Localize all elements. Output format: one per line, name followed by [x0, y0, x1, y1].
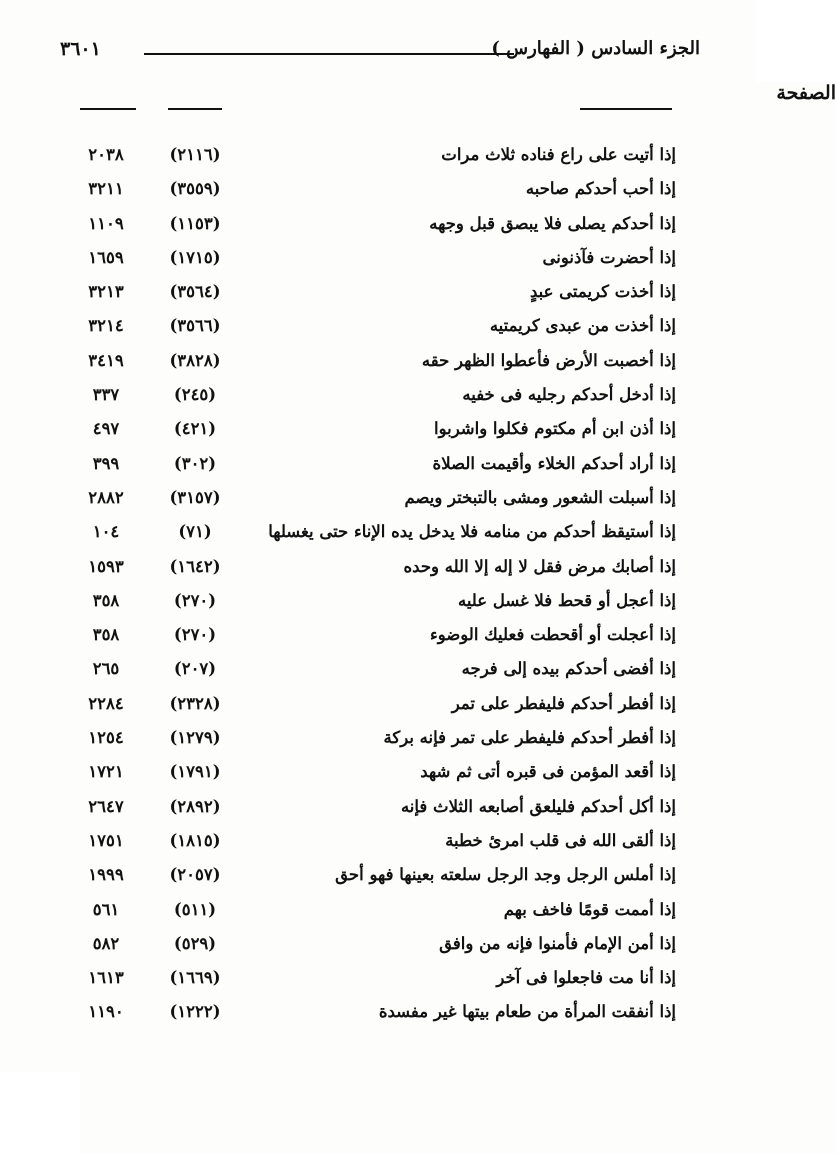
hadith-text: إذا أنفقت المرأة من طعام بيتها غير مفسدة — [378, 1002, 676, 1022]
hadith-number: (٢٠٥٧) — [169, 865, 221, 885]
page-reference: ٢٦٤٧ — [88, 796, 124, 816]
hadith-text: إذا أممت قومًا فاخف بهم — [503, 899, 676, 919]
table-row — [0, 517, 756, 551]
page-reference: ٣٥٨ — [92, 590, 120, 610]
table-row — [0, 895, 756, 929]
hadith-text: إذا أخذت من عبدى كريمتيه — [489, 316, 676, 336]
hadith-number: (٥٢٩) — [173, 933, 217, 953]
page-number: ٣٦٠١ — [60, 38, 101, 60]
table-row — [0, 963, 756, 997]
column-underline-hadith — [580, 108, 672, 110]
hadith-text: إذا أصابك مرض فقل لا إله إلا الله وحده — [403, 556, 676, 576]
page-reference: ٢٦٥ — [92, 659, 120, 679]
table-row — [0, 552, 756, 586]
table-row — [0, 209, 756, 243]
page-reference: ١١٩٠ — [88, 1002, 124, 1022]
hadith-number: (١٧٩١) — [169, 762, 221, 782]
table-row — [0, 414, 756, 448]
hadith-text: إذا أخذت كريمتى عبدٍ — [529, 282, 676, 302]
hadith-number: (١٢٧٩) — [169, 728, 221, 748]
hadith-text: إذا أعجل أو قحط فلا غسل عليه — [457, 590, 676, 610]
page-reference: ٤٩٧ — [92, 419, 120, 439]
page-reference: ١٦٥٩ — [88, 247, 124, 267]
hadith-number: (٧١) — [178, 522, 212, 542]
hadith-number: (١٦٤٢) — [169, 556, 221, 576]
hadith-text: إذا ألقى الله فى قلب امرئ خطبة — [445, 830, 676, 850]
page-reference: ١٠٤ — [92, 522, 120, 542]
table-row — [0, 174, 756, 208]
page-reference: ١٥٩٣ — [88, 556, 124, 576]
hadith-number: (٢٧٠) — [173, 625, 217, 645]
table-row — [0, 311, 756, 345]
hadith-text: إذا أدخل أحدكم رجليه فى خفيه — [462, 385, 676, 405]
page-reference: ٥٦١ — [92, 899, 120, 919]
page-reference: ٣٤١٩ — [88, 350, 124, 370]
hadith-text: إذا أملس الرجل وجد الرجل سلعته بعينها فهو أحق — [335, 865, 676, 885]
page-reference: ٣٣٧ — [92, 385, 120, 405]
hadith-text: إذا أفضى أحدكم بيده إلى فرجه — [461, 659, 676, 679]
hadith-text: إذا أنا مت فاجعلوا فى آخر — [496, 968, 676, 988]
table-row — [0, 243, 756, 277]
page-reference: ٣٢١٣ — [88, 282, 124, 302]
page-reference: ٢٨٨٢ — [88, 487, 124, 507]
hadith-number: (٣٥٥٩) — [169, 179, 221, 199]
page-reference: ١٢٥٤ — [88, 728, 124, 748]
hadith-number: (٣٠٢) — [173, 453, 217, 473]
table-row — [0, 929, 756, 963]
hadith-text: إذا أذن ابن أم مكتوم فكلوا واشربوا — [434, 419, 676, 439]
column-underline-number — [168, 108, 222, 110]
hadith-text: إذا أفطر أحدكم فليفطر على تمر فإنه بركة — [383, 728, 676, 748]
page-reference: ١٩٩٩ — [88, 865, 124, 885]
page-reference: ٢٠٣٨ — [88, 145, 124, 164]
table-row — [0, 449, 756, 483]
table-row — [0, 586, 756, 620]
page-reference: ١٧٥١ — [88, 830, 124, 850]
hadith-number: (١١٥٣) — [169, 213, 221, 233]
table-row — [0, 140, 756, 174]
hadith-number: (٣١٥٧) — [169, 487, 221, 507]
hadith-number: (١٧١٥) — [169, 247, 221, 267]
hadith-text: إذا أراد أحدكم الخلاء وأقيمت الصلاة — [432, 453, 676, 473]
column-underline-page — [80, 108, 136, 110]
table-row — [0, 689, 756, 723]
hadith-text: إذا أمن الإمام فأمنوا فإنه من وافق — [439, 933, 676, 953]
table-row — [0, 483, 756, 517]
hadith-text: إذا أحب أحدكم صاحبه — [525, 179, 676, 199]
hadith-text: إذا أحضرت فآذنونى — [542, 247, 676, 267]
hadith-number: (٢٧٠) — [173, 590, 217, 610]
table-row — [0, 346, 756, 380]
hadith-number: (١٦٦٩) — [169, 968, 221, 988]
table-row — [0, 620, 756, 654]
page-reference: ٣٢١١ — [88, 179, 124, 199]
hadith-number: (٢٣٢٨) — [169, 693, 221, 713]
hadith-text: إذا أقعد المؤمن فى قبره أتى ثم شهد — [420, 762, 676, 782]
page-reference: ١١٠٩ — [88, 213, 124, 233]
index-table — [0, 140, 756, 1032]
hadith-number: (٣٨٢٨) — [169, 350, 221, 370]
column-header-page: الصفحة — [80, 82, 836, 1154]
table-row — [0, 654, 756, 688]
hadith-text: إذا أكل أحدكم فليلعق أصابعه الثلاث فإنه — [400, 796, 676, 816]
table-row — [0, 826, 756, 860]
hadith-number: (٢٨٩٢) — [169, 796, 221, 816]
page-reference: ٣٩٩ — [92, 453, 120, 473]
hadith-text: إذا أتيت على راع فناده ثلاث مرات — [441, 145, 676, 164]
hadith-number: (٣٥٦٦) — [169, 316, 221, 336]
page-reference: ١٦١٣ — [88, 968, 124, 988]
page-reference: ٢٢٨٤ — [88, 693, 124, 713]
table-row — [0, 860, 756, 894]
table-row — [0, 723, 756, 757]
page-reference: ٣٥٨ — [92, 625, 120, 645]
hadith-text: إذا أستيقظ أحدكم من منامه فلا يدخل يده الإناء حتى يغسلها — [268, 522, 676, 542]
table-row — [0, 277, 756, 311]
hadith-number: (٢٤٥) — [173, 385, 217, 405]
hadith-number: (٤٢١) — [173, 419, 217, 439]
hadith-number: (١٨١٥) — [169, 830, 221, 850]
hadith-number: (٢٠٧) — [173, 659, 217, 679]
table-row — [0, 792, 756, 826]
page-reference: ٥٨٢ — [92, 933, 120, 953]
header-rule — [144, 53, 514, 55]
hadith-text: إذا أسبلت الشعور ومشى بالتبختر ويصم — [404, 487, 676, 507]
table-row — [0, 997, 756, 1031]
hadith-text: إذا أحدكم يصلى فلا يبصق قبل وجهه — [429, 213, 676, 233]
table-row — [0, 380, 756, 414]
table-row — [0, 757, 756, 791]
hadith-text: إذا أخصبت الأرض فأعطوا الظهر حقه — [421, 350, 676, 370]
hadith-number: (٢١١٦) — [169, 145, 221, 164]
hadith-text: إذا أفطر أحدكم فليفطر على تمر — [451, 693, 676, 713]
hadith-number: (٣٥٦٤) — [169, 282, 221, 302]
running-header — [60, 36, 700, 70]
page-reference: ١٧٢١ — [88, 762, 124, 782]
hadith-number: (٥١١) — [173, 899, 217, 919]
volume-title: الجزء السادس ( الفهارس ) — [491, 38, 700, 59]
hadith-text: إذا أعجلت أو أقحطت فعليك الوضوء — [429, 625, 676, 645]
page-reference: ٣٢١٤ — [88, 316, 124, 336]
hadith-number: (١٢٢٢) — [169, 1002, 221, 1022]
